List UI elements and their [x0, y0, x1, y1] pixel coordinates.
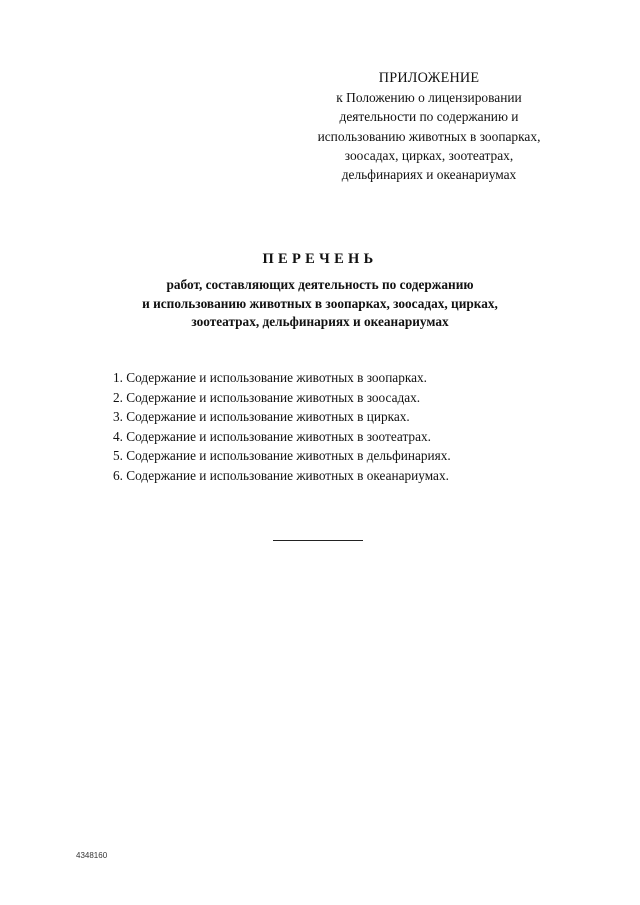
appendix-block [270, 69, 588, 184]
list-item: 3. Содержание и использование животных в цирках. [113, 409, 410, 425]
appendix-line: дельфинариях и океанариумах [341, 167, 517, 183]
appendix-line: использованию животных в зоопарках, [317, 128, 541, 144]
list-item: 2. Содержание и использование животных в зоосадах. [113, 389, 421, 405]
subheading-line: зоотеатрах, дельфинариях и океанариумах [191, 314, 449, 329]
list-item: 6. Содержание и использование животных в океанариумах. [113, 467, 449, 483]
list-item: 5. Содержание и использование животных в дельфинариях. [113, 448, 451, 464]
subheading-line: и использованию животных в зоопарках, зоосадах, цирках, [142, 295, 498, 311]
appendix-line: к Положению о лицензировании [336, 90, 522, 106]
end-divider [273, 540, 363, 541]
list-item: 4. Содержание и использование животных в зоотеатрах. [113, 428, 431, 444]
document-heading: ПЕРЕЧЕНЬ [262, 251, 378, 267]
appendix-title: ПРИЛОЖЕНИЕ [378, 70, 480, 86]
subheading-line: работ, составляющих деятельность по содержанию [166, 277, 474, 292]
list-item: 1. Содержание и использование животных в зоопарках. [113, 370, 427, 385]
document-number: 4348160 [76, 851, 108, 860]
document-subheading [90, 276, 550, 332]
works-list [113, 368, 553, 486]
appendix-line: зоосадах, цирках, зоотеатрах, [344, 147, 514, 163]
appendix-line: деятельности по содержанию и [339, 109, 519, 125]
